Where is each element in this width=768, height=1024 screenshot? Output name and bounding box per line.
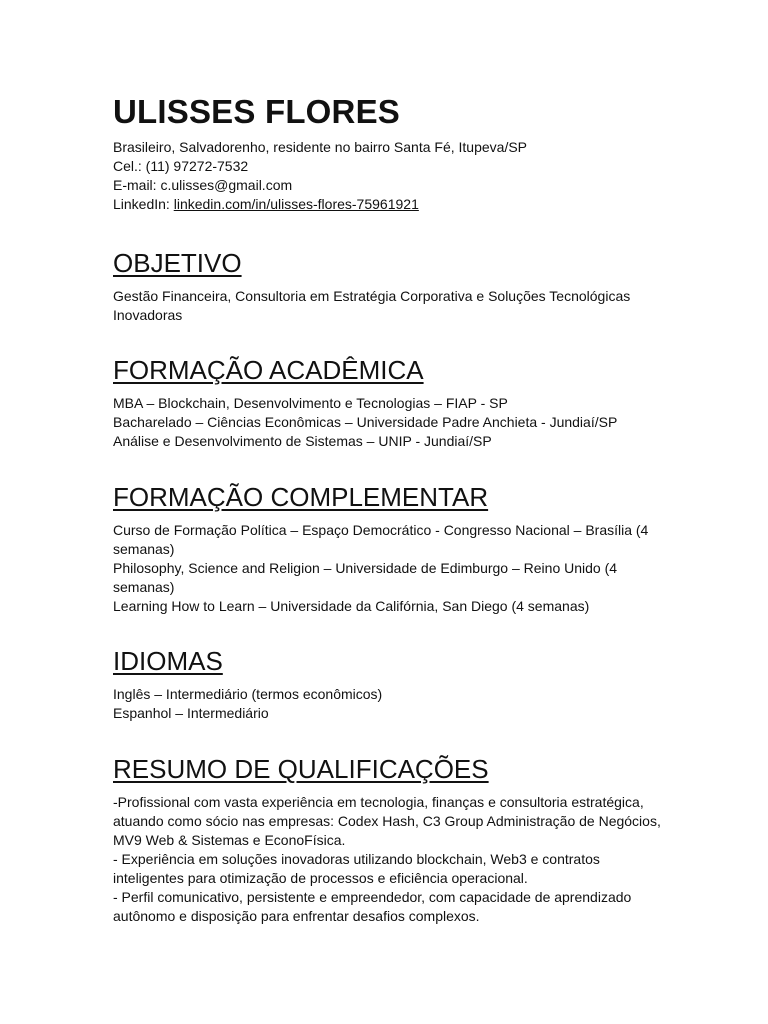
objetivo-text: Gestão Financeira, Consultoria em Estratégia Corporativa e Soluções Tecnológicas Inovadoras — [113, 288, 631, 323]
linkedin-link[interactable]: linkedin.com/in/ulisses-flores-75961921 — [173, 196, 419, 212]
resume-header — [113, 92, 673, 214]
section-objetivo — [113, 247, 673, 325]
list-item: - Perfil comunicativo, persistente e empreendedor, com capacidade de aprendizado autônomo e disposição para enfrentar desafios complexos. — [113, 889, 632, 924]
list-item: Curso de Formação Política – Espaço Democrático - Congresso Nacional – Brasília (4 semanas) — [113, 522, 649, 557]
section-idiomas — [113, 645, 673, 723]
list-item: Learning How to Learn – Universidade da Califórnia, San Diego (4 semanas) — [113, 598, 590, 614]
phone-line: Cel.: (11) 97272-7532 — [113, 158, 249, 174]
list-item: Philosophy, Science and Religion – Universidade de Edimburgo – Reino Unido (4 semanas) — [113, 560, 618, 595]
bio-line: Brasileiro, Salvadorenho, residente no bairro Santa Fé, Itupeva/SP — [113, 139, 528, 155]
section-title-formacao-academica: FORMAÇÃO ACADÊMICA — [113, 355, 424, 385]
linkedin-label: LinkedIn: — [113, 196, 174, 212]
section-formacao-academica — [113, 354, 673, 451]
section-title-resumo: RESUMO DE QUALIFICAÇÕES — [113, 754, 489, 784]
section-title-objetivo: OBJETIVO — [113, 248, 242, 278]
list-item: -Profissional com vasta experiência em tecnologia, finanças e consultoria estratégica, atuando como sócio nas empresas: Codex Hash, C3 Group Administração de Negócios, MV9 Web & Sistemas e EconoFísica. — [113, 794, 661, 848]
resume-page — [113, 92, 673, 926]
linkedin-line — [113, 195, 673, 214]
email-line: E-mail: c.ulisses@gmail.com — [113, 177, 293, 193]
list-item: - Experiência em soluções inovadoras utilizando blockchain, Web3 e contratos inteligentes para otimização de processos e eficiência operacional. — [113, 851, 600, 886]
list-item: Análise e Desenvolvimento de Sistemas – UNIP - Jundiaí/SP — [113, 433, 492, 449]
section-title-idiomas: IDIOMAS — [113, 646, 223, 676]
section-resumo — [113, 753, 673, 926]
list-item: Espanhol – Intermediário — [113, 705, 269, 721]
section-title-formacao-complementar: FORMAÇÃO COMPLEMENTAR — [113, 482, 489, 512]
list-item: MBA – Blockchain, Desenvolvimento e Tecnologias – FIAP - SP — [113, 395, 508, 411]
list-item: Bacharelado – Ciências Econômicas – Universidade Padre Anchieta - Jundiaí/SP — [113, 414, 618, 430]
candidate-name: ULISSES FLORES — [113, 93, 401, 130]
section-formacao-complementar — [113, 481, 673, 616]
list-item: Inglês – Intermediário (termos econômicos) — [113, 686, 383, 702]
